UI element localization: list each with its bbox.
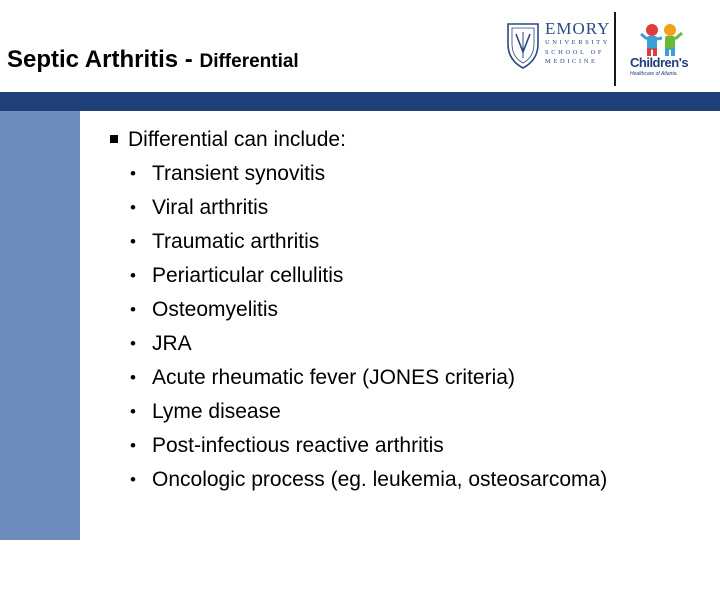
- list-item: [110, 157, 607, 191]
- childrens-wordmark: [630, 55, 688, 77]
- emory-name: EMORY: [545, 19, 611, 38]
- bullet-dot-icon: •: [130, 164, 136, 183]
- slide-title-sub: Differential: [199, 51, 299, 72]
- bullet-dot-icon: •: [130, 300, 136, 319]
- list-item-text: Viral arthritis: [152, 196, 269, 219]
- emory-sub-3: MEDICINE: [545, 58, 598, 65]
- bullet-dot-icon: •: [130, 198, 136, 217]
- list-item: [110, 429, 607, 463]
- list-item: [110, 463, 607, 497]
- list-item: [110, 225, 607, 259]
- bullet-dot-icon: •: [130, 402, 136, 421]
- bullet-dot-icon: •: [130, 470, 136, 489]
- list-item-text: Post-infectious reactive arthritis: [152, 434, 444, 457]
- page-number: 9: [36, 595, 42, 606]
- childrens-tagline: Healthcare of Atlanta: [630, 71, 677, 77]
- list-item-text: Acute rheumatic fever (JONES criteria): [152, 366, 515, 389]
- bullet-dot-icon: •: [130, 368, 136, 387]
- slide-title: [7, 46, 299, 74]
- emory-sub-2: SCHOOL OF: [545, 48, 605, 56]
- list-item-text: Periarticular cellulitis: [152, 264, 344, 287]
- header-band: [0, 92, 720, 111]
- slide-title-main: Septic Arthritis -: [7, 46, 200, 73]
- bullet-dot-icon: •: [130, 436, 136, 455]
- list-item: [110, 293, 607, 327]
- bullet-dot-icon: •: [130, 334, 136, 353]
- differential-list: [110, 157, 607, 497]
- list-item-text: Transient synovitis: [152, 162, 326, 185]
- left-sidebar-band: [0, 111, 80, 606]
- square-bullet-icon: [110, 135, 118, 143]
- bullet-dot-icon: •: [130, 232, 136, 251]
- list-item-text: Osteomyelitis: [152, 298, 279, 321]
- list-item: [110, 191, 607, 225]
- list-item-text: Traumatic arthritis: [152, 230, 320, 253]
- list-item-text: JRA: [152, 332, 192, 355]
- lead-bullet: [110, 125, 607, 155]
- emory-wordmark: [545, 20, 610, 66]
- logo-divider: [614, 12, 616, 86]
- list-item-text: Lyme disease: [152, 400, 281, 423]
- childrens-name: Children's: [630, 55, 689, 70]
- list-item: [110, 361, 607, 395]
- slide-content: [110, 125, 607, 497]
- emory-sub-1: UNIVERSITY: [545, 39, 610, 46]
- list-item: [110, 395, 607, 429]
- list-item: [110, 327, 607, 361]
- list-item: [110, 259, 607, 293]
- list-item-text: Oncologic process (eg. leukemia, osteosarcoma): [152, 468, 608, 491]
- bullet-dot-icon: •: [130, 266, 136, 285]
- lead-text: Differential can include:: [128, 128, 346, 151]
